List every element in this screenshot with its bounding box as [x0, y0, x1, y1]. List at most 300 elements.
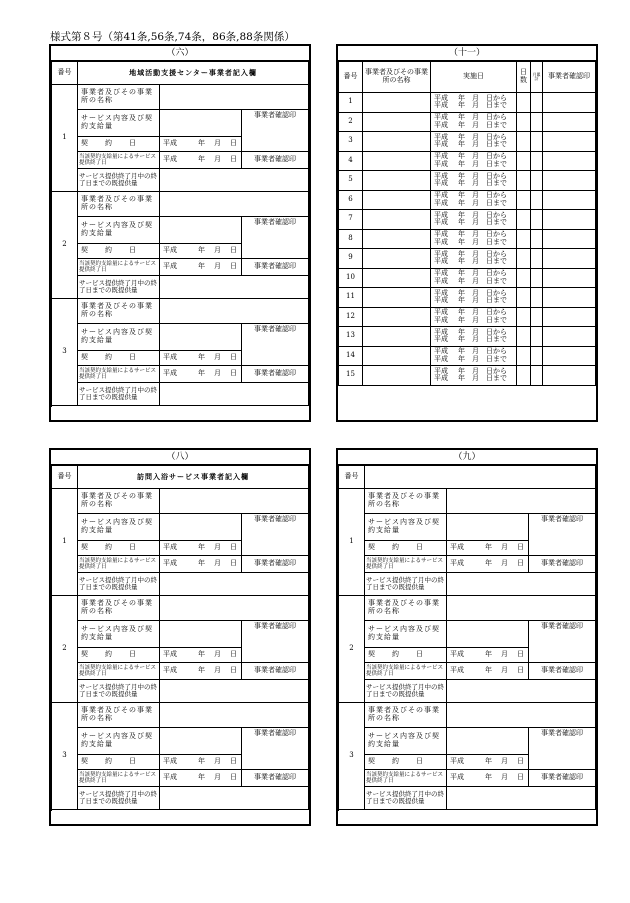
date-month: 月 — [501, 773, 508, 782]
impl-month: 月 — [472, 179, 479, 188]
service-content-label: サービス内容及び契約支給量 — [78, 110, 160, 137]
row-number: 2 — [339, 112, 363, 132]
end-date-label: 当該契約支給量によるサービス提供終了日 — [365, 770, 447, 787]
date-day: 日 — [517, 650, 524, 659]
confirm-field[interactable] — [543, 171, 596, 191]
date-month: 月 — [214, 773, 221, 782]
service-content-label: サービス内容及び契約支給量 — [78, 621, 160, 648]
monthly-field[interactable] — [531, 190, 543, 210]
contract-date-field[interactable] — [160, 541, 242, 556]
service-content-field[interactable] — [160, 110, 242, 137]
confirm-field[interactable] — [543, 249, 596, 269]
contract-date-label: 契 約 日 — [78, 541, 160, 556]
impl-date-to-line — [431, 297, 516, 305]
date-year: 年 — [198, 757, 205, 766]
end-date-field[interactable] — [447, 770, 529, 787]
table-row — [339, 621, 596, 648]
provider-field[interactable] — [363, 171, 431, 191]
date-day: 日 — [230, 139, 237, 148]
impl-era: 平成 — [434, 347, 448, 356]
monthly-field[interactable] — [531, 132, 543, 152]
end-date-field[interactable] — [160, 556, 242, 573]
impl-to: 日まで — [486, 354, 507, 363]
impl-month: 月 — [472, 347, 479, 356]
end-date-field[interactable] — [160, 152, 242, 169]
service-content-field[interactable] — [447, 621, 529, 648]
impl-year: 年 — [458, 237, 465, 246]
date-month: 月 — [214, 543, 221, 552]
impl-era: 平成 — [434, 101, 448, 110]
days-field[interactable] — [517, 327, 531, 347]
contract-date-label: 契 約 日 — [365, 541, 447, 556]
table-row — [339, 663, 596, 680]
used-amount-field[interactable] — [160, 573, 309, 596]
impl-month: 月 — [472, 101, 479, 110]
panel-kyu — [336, 448, 598, 826]
date-year: 年 — [198, 353, 205, 362]
impl-month: 月 — [472, 327, 479, 336]
date-era: 平成 — [163, 369, 177, 378]
impl-era: 平成 — [434, 308, 448, 317]
date-day: 日 — [230, 757, 237, 766]
impl-month: 月 — [472, 120, 479, 129]
date-month: 月 — [501, 559, 508, 568]
used-amount-label: サービス提供終了月中の終了日までの既提供量 — [365, 680, 447, 703]
provider-field[interactable] — [363, 249, 431, 269]
provider-name-field[interactable] — [160, 596, 309, 621]
service-content-field[interactable] — [160, 728, 242, 755]
date-era: 平成 — [450, 543, 464, 552]
row-number: 14 — [339, 346, 363, 366]
days-field[interactable] — [517, 268, 531, 288]
contract-date-field[interactable] — [160, 351, 242, 366]
service-content-label: サービス内容及び契約支給量 — [78, 728, 160, 755]
confirm-field[interactable] — [543, 210, 596, 230]
impl-year: 年 — [458, 327, 465, 336]
days-field[interactable] — [517, 112, 531, 132]
impl-era: 平成 — [434, 327, 448, 336]
col-monthly-header: 月累計 — [531, 62, 543, 93]
service-content-label: サービス内容及び契約支給量 — [365, 728, 447, 755]
contract-date-field[interactable] — [160, 244, 242, 259]
provider-name-field[interactable] — [160, 85, 309, 110]
service-content-field[interactable] — [160, 621, 242, 648]
impl-to: 日まで — [486, 335, 507, 344]
monthly-field[interactable] — [531, 288, 543, 308]
date-era: 平成 — [163, 353, 177, 362]
col-number-header: 番号 — [52, 62, 78, 85]
provider-name-field[interactable] — [447, 489, 596, 514]
date-year: 年 — [198, 773, 205, 782]
impl-date-to-line — [431, 219, 516, 227]
confirm-seal-cell: 事業者確認印 — [242, 217, 309, 259]
row-number: 3 — [52, 299, 78, 406]
row-number: 3 — [339, 132, 363, 152]
impl-from: 日から — [486, 93, 507, 102]
used-amount-field[interactable] — [160, 787, 309, 810]
used-amount-field[interactable] — [160, 276, 309, 299]
panel-title: （十一） — [338, 46, 596, 61]
service-content-field[interactable] — [160, 217, 242, 244]
monthly-field[interactable] — [531, 93, 543, 113]
impl-to: 日まで — [486, 296, 507, 305]
service-content-field[interactable] — [160, 514, 242, 541]
impl-year: 年 — [458, 93, 465, 102]
impl-date-field[interactable] — [431, 171, 517, 191]
impl-from: 日から — [486, 308, 507, 317]
confirm-field[interactable] — [543, 327, 596, 347]
impl-year: 年 — [458, 347, 465, 356]
end-date-label: 当該契約支給量によるサービス提供終了日 — [78, 770, 160, 787]
confirm-seal-cell: 事業者確認印 — [242, 556, 309, 573]
table-row — [339, 190, 596, 210]
date-day: 日 — [517, 773, 524, 782]
days-field[interactable] — [517, 210, 531, 230]
row-number: 11 — [339, 288, 363, 308]
contract-date-field[interactable] — [160, 648, 242, 663]
monthly-field[interactable] — [531, 366, 543, 386]
section-title: 訪問入浴サービス事業者記入欄 — [78, 466, 309, 489]
date-day: 日 — [230, 246, 237, 255]
impl-year: 年 — [458, 335, 465, 344]
table-row — [52, 366, 309, 383]
monthly-field[interactable] — [531, 171, 543, 191]
monthly-field[interactable] — [531, 210, 543, 230]
table-row — [52, 514, 309, 541]
col-number-header: 番号 — [339, 466, 365, 489]
impl-from: 日から — [486, 347, 507, 356]
table-row — [52, 663, 309, 680]
impl-date-field[interactable] — [431, 229, 517, 249]
impl-month: 月 — [472, 308, 479, 317]
confirm-field[interactable] — [543, 112, 596, 132]
provider-field[interactable] — [363, 151, 431, 171]
used-amount-field[interactable] — [447, 787, 596, 810]
impl-era: 平成 — [434, 354, 448, 363]
impl-year: 年 — [458, 140, 465, 149]
date-year: 年 — [198, 139, 205, 148]
provider-name-label: 事業者及びその事業所の名称 — [78, 85, 160, 110]
service-content-field[interactable] — [447, 728, 529, 755]
date-era: 平成 — [450, 650, 464, 659]
impl-date-to-line — [431, 336, 516, 344]
table-row — [339, 728, 596, 755]
impl-date-to-line — [431, 122, 516, 130]
monthly-field[interactable] — [531, 346, 543, 366]
table-row — [339, 366, 596, 386]
service-content-label: サービス内容及び契約支給量 — [78, 324, 160, 351]
impl-era: 平成 — [434, 198, 448, 207]
service-content-label: サービス内容及び契約支給量 — [365, 621, 447, 648]
provider-field[interactable] — [363, 307, 431, 327]
end-date-label: 当該契約支給量によるサービス提供終了日 — [78, 366, 160, 383]
row-number: 1 — [52, 489, 78, 596]
contract-date-label: 契 約 日 — [78, 244, 160, 259]
impl-date-to-line — [431, 258, 516, 266]
table-row — [339, 93, 596, 113]
used-amount-field[interactable] — [447, 680, 596, 703]
days-field[interactable] — [517, 171, 531, 191]
confirm-field[interactable] — [543, 229, 596, 249]
monthly-field[interactable] — [531, 151, 543, 171]
confirm-seal-cell: 事業者確認印 — [529, 663, 596, 680]
impl-era: 平成 — [434, 210, 448, 219]
impl-date-field[interactable] — [431, 151, 517, 171]
days-field[interactable] — [517, 288, 531, 308]
confirm-seal-cell: 事業者確認印 — [242, 663, 309, 680]
provider-field[interactable] — [363, 268, 431, 288]
monthly-field[interactable] — [531, 112, 543, 132]
impl-year: 年 — [458, 101, 465, 110]
confirm-seal-cell: 事業者確認印 — [529, 728, 596, 770]
impl-year: 年 — [458, 179, 465, 188]
used-amount-label: サービス提供終了月中の終了日までの既提供量 — [78, 383, 160, 406]
impl-to: 日まで — [486, 315, 507, 324]
col-days-header: 日数 — [517, 62, 531, 93]
impl-year: 年 — [458, 171, 465, 180]
impl-date-field[interactable] — [431, 93, 517, 113]
provider-field[interactable] — [363, 190, 431, 210]
monthly-field[interactable] — [531, 327, 543, 347]
impl-date-to-line — [431, 161, 516, 169]
contract-date-field[interactable] — [160, 137, 242, 152]
provider-name-field[interactable] — [160, 192, 309, 217]
table-row — [52, 489, 309, 514]
days-field[interactable] — [517, 132, 531, 152]
contract-date-field[interactable] — [447, 648, 529, 663]
table-header-row — [339, 466, 596, 489]
days-field[interactable] — [517, 366, 531, 386]
confirm-field[interactable] — [543, 151, 596, 171]
row-number: 15 — [339, 366, 363, 386]
days-field[interactable] — [517, 346, 531, 366]
table-row — [52, 169, 309, 192]
impl-era: 平成 — [434, 257, 448, 266]
date-era: 平成 — [163, 559, 177, 568]
provider-field[interactable] — [363, 132, 431, 152]
impl-year: 年 — [458, 152, 465, 161]
used-amount-field[interactable] — [160, 169, 309, 192]
used-amount-field[interactable] — [447, 573, 596, 596]
impl-month: 月 — [472, 140, 479, 149]
impl-month: 月 — [472, 210, 479, 219]
used-amount-field[interactable] — [160, 383, 309, 406]
impl-month: 月 — [472, 159, 479, 168]
table-row — [52, 596, 309, 621]
impl-date-field[interactable] — [431, 366, 517, 386]
monthly-field[interactable] — [531, 249, 543, 269]
end-date-field[interactable] — [160, 770, 242, 787]
impl-month: 月 — [472, 257, 479, 266]
impl-year: 年 — [458, 249, 465, 258]
date-month: 月 — [214, 757, 221, 766]
monthly-field[interactable] — [531, 229, 543, 249]
table-row — [339, 151, 596, 171]
impl-from: 日から — [486, 132, 507, 141]
section-title: 地域活動支援センター事業者記入欄 — [78, 62, 309, 85]
service-content-field[interactable] — [160, 324, 242, 351]
row-number: 3 — [339, 703, 365, 810]
confirm-field[interactable] — [543, 190, 596, 210]
provider-field[interactable] — [363, 327, 431, 347]
impl-to: 日まで — [486, 179, 507, 188]
provider-name-label: 事業者及びその事業所の名称 — [78, 703, 160, 728]
end-date-field[interactable] — [160, 259, 242, 276]
used-amount-label: サービス提供終了月中の終了日までの既提供量 — [78, 276, 160, 299]
monthly-field[interactable] — [531, 268, 543, 288]
impl-date-field[interactable] — [431, 210, 517, 230]
impl-year: 年 — [458, 374, 465, 383]
table-row — [339, 132, 596, 152]
confirm-field[interactable] — [543, 366, 596, 386]
end-date-label: 当該契約支給量によるサービス提供終了日 — [365, 663, 447, 680]
provider-field[interactable] — [363, 288, 431, 308]
date-month: 月 — [501, 650, 508, 659]
contract-date-label: 契 約 日 — [365, 648, 447, 663]
confirm-seal-cell: 事業者確認印 — [242, 259, 309, 276]
row-number: 2 — [52, 192, 78, 299]
impl-era: 平成 — [434, 120, 448, 129]
impl-month: 月 — [472, 237, 479, 246]
table-row — [52, 217, 309, 244]
service-content-field[interactable] — [447, 514, 529, 541]
provider-name-label: 事業者及びその事業所の名称 — [78, 299, 160, 324]
provider-field[interactable] — [363, 229, 431, 249]
confirm-seal-cell: 事業者確認印 — [529, 514, 596, 556]
provider-name-field[interactable] — [160, 489, 309, 514]
end-date-field[interactable] — [160, 366, 242, 383]
contract-date-field[interactable] — [447, 541, 529, 556]
row-number: 6 — [339, 190, 363, 210]
impl-date-field[interactable] — [431, 268, 517, 288]
table-row — [52, 299, 309, 324]
table-header-row — [339, 62, 596, 93]
impl-era: 平成 — [434, 249, 448, 258]
impl-date-field[interactable] — [431, 288, 517, 308]
provider-field[interactable] — [363, 366, 431, 386]
impl-year: 年 — [458, 230, 465, 239]
impl-month: 月 — [472, 354, 479, 363]
table-row — [339, 489, 596, 514]
impl-to: 日まで — [486, 218, 507, 227]
days-field[interactable] — [517, 190, 531, 210]
impl-year: 年 — [458, 308, 465, 317]
panel-title: （八） — [51, 450, 309, 465]
impl-to: 日まで — [486, 198, 507, 207]
provider-field[interactable] — [363, 210, 431, 230]
contract-date-field[interactable] — [160, 755, 242, 770]
impl-year: 年 — [458, 132, 465, 141]
days-field[interactable] — [517, 151, 531, 171]
days-field[interactable] — [517, 229, 531, 249]
end-date-field[interactable] — [447, 556, 529, 573]
impl-to: 日まで — [486, 120, 507, 129]
provider-field[interactable] — [363, 112, 431, 132]
provider-field[interactable] — [363, 93, 431, 113]
impl-era: 平成 — [434, 374, 448, 383]
date-day: 日 — [230, 666, 237, 675]
used-amount-field[interactable] — [160, 680, 309, 703]
impl-year: 年 — [458, 218, 465, 227]
date-year: 年 — [485, 666, 492, 675]
impl-era: 平成 — [434, 288, 448, 297]
impl-to: 日まで — [486, 140, 507, 149]
date-month: 月 — [214, 139, 221, 148]
impl-to: 日まで — [486, 101, 507, 110]
monthly-field[interactable] — [531, 307, 543, 327]
date-year: 年 — [485, 757, 492, 766]
end-date-field[interactable] — [447, 663, 529, 680]
row-number: 2 — [52, 596, 78, 703]
contract-date-label: 契 約 日 — [78, 137, 160, 152]
provider-table — [338, 465, 596, 810]
impl-date-to-line — [431, 317, 516, 325]
impl-year: 年 — [458, 296, 465, 305]
impl-era: 平成 — [434, 237, 448, 246]
provider-name-field[interactable] — [160, 299, 309, 324]
date-day: 日 — [230, 650, 237, 659]
row-number: 2 — [339, 596, 365, 703]
confirm-field[interactable] — [543, 307, 596, 327]
contract-date-label: 契 約 日 — [78, 648, 160, 663]
impl-date-field[interactable] — [431, 190, 517, 210]
impl-year: 年 — [458, 288, 465, 297]
days-field[interactable] — [517, 249, 531, 269]
impl-date-field[interactable] — [431, 249, 517, 269]
impl-year: 年 — [458, 191, 465, 200]
impl-month: 月 — [472, 113, 479, 122]
impl-month: 月 — [472, 218, 479, 227]
provider-name-field[interactable] — [447, 703, 596, 728]
confirm-field[interactable] — [543, 346, 596, 366]
end-date-field[interactable] — [160, 663, 242, 680]
impl-date-to-line — [431, 278, 516, 286]
contract-date-field[interactable] — [447, 755, 529, 770]
days-field[interactable] — [517, 93, 531, 113]
impl-date-field[interactable] — [431, 307, 517, 327]
impl-date-field[interactable] — [431, 346, 517, 366]
days-field[interactable] — [517, 307, 531, 327]
impl-date-field[interactable] — [431, 327, 517, 347]
impl-era: 平成 — [434, 218, 448, 227]
impl-month: 月 — [472, 288, 479, 297]
impl-date-field[interactable] — [431, 112, 517, 132]
impl-month: 月 — [472, 191, 479, 200]
table-row — [339, 573, 596, 596]
confirm-field[interactable] — [543, 268, 596, 288]
table-row — [52, 770, 309, 787]
date-month: 月 — [214, 650, 221, 659]
confirm-field[interactable] — [543, 93, 596, 113]
date-year: 年 — [198, 650, 205, 659]
used-amount-label: サービス提供終了月中の終了日までの既提供量 — [78, 680, 160, 703]
provider-field[interactable] — [363, 346, 431, 366]
row-number: 7 — [339, 210, 363, 230]
provider-name-field[interactable] — [160, 703, 309, 728]
implementation-table — [338, 61, 596, 386]
impl-era: 平成 — [434, 366, 448, 375]
impl-date-field[interactable] — [431, 132, 517, 152]
impl-from: 日から — [486, 191, 507, 200]
confirm-field[interactable] — [543, 132, 596, 152]
confirm-seal-cell: 事業者確認印 — [242, 728, 309, 770]
table-row — [52, 192, 309, 217]
provider-name-field[interactable] — [447, 596, 596, 621]
row-number: 5 — [339, 171, 363, 191]
table-row — [52, 573, 309, 596]
panel-roku — [49, 44, 311, 422]
confirm-field[interactable] — [543, 288, 596, 308]
